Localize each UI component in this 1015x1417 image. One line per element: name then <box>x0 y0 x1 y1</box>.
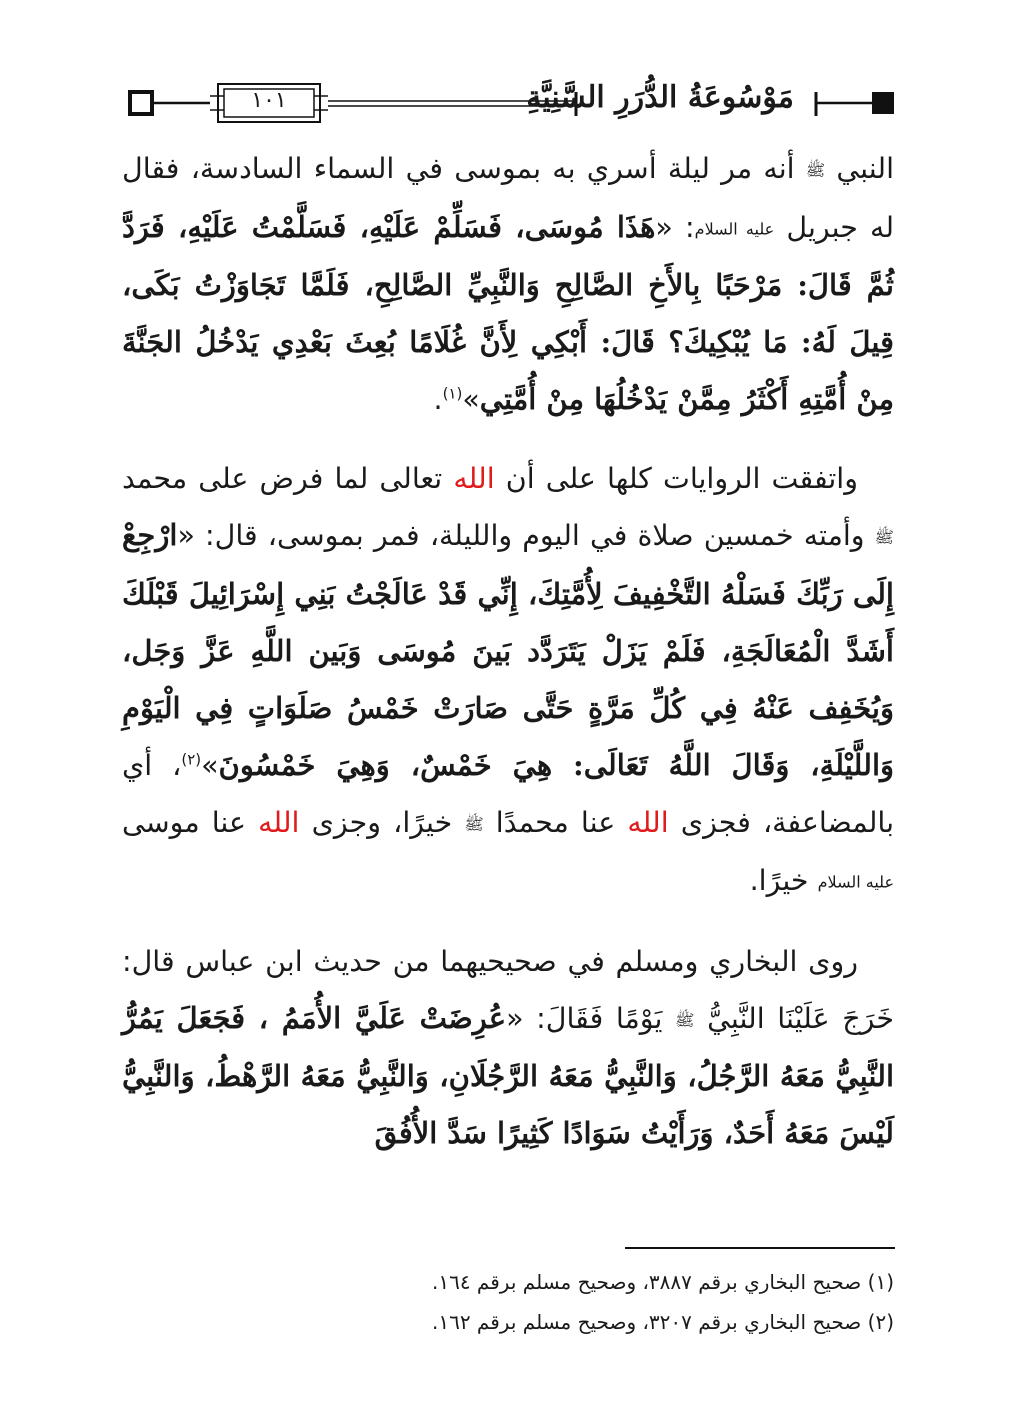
honorific: ﷺ <box>805 160 826 180</box>
text-run: وأمته خمسين صلاة في اليوم والليلة، فمر بموسى، قال: « <box>177 519 875 552</box>
paragraph-3 <box>122 933 894 1163</box>
text-run: خَرَجَ عَلَيْنَا النَّبِيُّ <box>694 1001 895 1035</box>
text-run: . <box>433 383 443 416</box>
page-body <box>122 140 894 1184</box>
text-run: النبي <box>825 152 894 185</box>
page-header <box>128 78 894 130</box>
footnote-2: (٢) صحيح البخاري برقم ٣٢٠٧، وصحيح مسلم برقم ١٦٢. <box>431 1310 894 1334</box>
honorific: ﷺ <box>464 814 484 833</box>
text-run: » <box>201 748 219 782</box>
series-title: مَوْسُوعَةُ الدُّرَرِ السَّنِيَّةِ <box>526 80 794 115</box>
honorific: ﷺ <box>874 527 894 547</box>
text-run: تعالى لما فرض على محمد <box>122 462 454 495</box>
text-run: خيرًا. <box>749 864 818 897</box>
footnotes <box>122 1262 894 1342</box>
text-run: خيرًا، وجزى <box>299 805 465 839</box>
text-run: » <box>462 383 480 416</box>
text-run: أنه مر ليلة أسري به بموسى في السماء السادسة، فقال له جبريل <box>122 152 894 244</box>
divine-name: الله <box>627 805 669 839</box>
text-run: واتفقت الروايات كلها على أن <box>494 462 858 495</box>
hadith-quote: ارْجِعْ إِلَى رَبِّكَ فَسَلْهُ التَّخْفِيفَ لِأُمَّتِكَ، إِنِّي قَدْ عَالَجْتُ بَنِي إِسْرَائِيلَ قَبْلَكَ أَشَدَّ الْمُعَالَجَةِ، فَلَمْ يَزَلْ يَتَرَدَّد بَينَ مُوسَى وَبَين اللَّهِ عَزَّ وَجَل، وَيُخَفِف عَنْهُ فِي كُلِّ مَرَّةٍ حَتَّى صَارَتْ خَمْسُ صَلَوَاتٍ فِي الْيَوْمِ وَاللَّيْلَةِ، وَقَالَ اللَّهُ تَعَالَى: هِيَ خَمْسٌ، وَهِيَ خَمْسُونَ <box>122 518 895 782</box>
honorific: عليه السلام <box>694 219 775 238</box>
text-run: يَوْمًا فَقَالَ: « <box>506 1001 676 1035</box>
divine-name: الله <box>258 805 300 839</box>
hadith-quote: عُرِضَتْ عَلَيَّ الأُمَمُ ، فَجَعَلَ يَمُرُّ النَّبِيُّ مَعَهُ الرَّجُلُ، وَالنَّبِيُّ مَعَهُ الرَّجُلَانِ، وَالنَّبِيُّ مَعَهُ الرَّهْطُ، وَالنَّبِيُّ لَيْسَ مَعَهُ أَحَدٌ، وَرَأَيْتُ سَوَادًا كَثِيرًا سَدَّ الأُفُقَ <box>122 1000 894 1150</box>
paragraph-2 <box>122 450 894 911</box>
text-run: : « <box>655 210 695 244</box>
text-run: عنا محمدًا <box>483 805 628 839</box>
footnote-ref: (٢) <box>181 750 202 768</box>
divine-name: الله <box>453 462 495 495</box>
honorific: عليه السلام <box>817 872 894 892</box>
text-run: ، أي بالمضاعفة، فجزى <box>122 748 895 839</box>
page-number: ١٠١ <box>251 88 287 113</box>
footnote-ref: (١) <box>442 384 463 403</box>
text-run: عنا موسى <box>122 805 259 839</box>
footnote-separator <box>625 1247 895 1249</box>
paragraph-1 <box>122 140 894 428</box>
text-run: روى البخاري ومسلم في صحيحيهما من حديث ابن عباس قال: <box>122 944 858 978</box>
footnote-1: (١) صحيح البخاري برقم ٣٨٨٧، وصحيح مسلم برقم ١٦٤. <box>431 1270 894 1294</box>
hadith-quote: هَذَا مُوسَى، فَسَلِّمْ عَلَيْهِ، فَسَلَّمْتُ عَلَيْهِ، فَرَدَّ ثُمَّ قَالَ: مَرْحَبًا بِالأَخِ الصَّالِحِ وَالنَّبِيِّ الصَّالِحِ، فَلَمَّا تَجَاوَزْتُ بَكَى، قِيلَ لَهُ: مَا يُبْكِيكَ؟ قَالَ: أَبْكِي لِأَنَّ غُلَامًا بُعِثَ بَعْدِي يَدْخُلُ الجَنَّةَ مِنْ أُمَّتِهِ أَكْثَرُ مِمَّنْ يَدْخُلُهَا مِنْ أُمَّتِي <box>122 209 894 416</box>
honorific: ﷺ <box>675 1010 695 1029</box>
